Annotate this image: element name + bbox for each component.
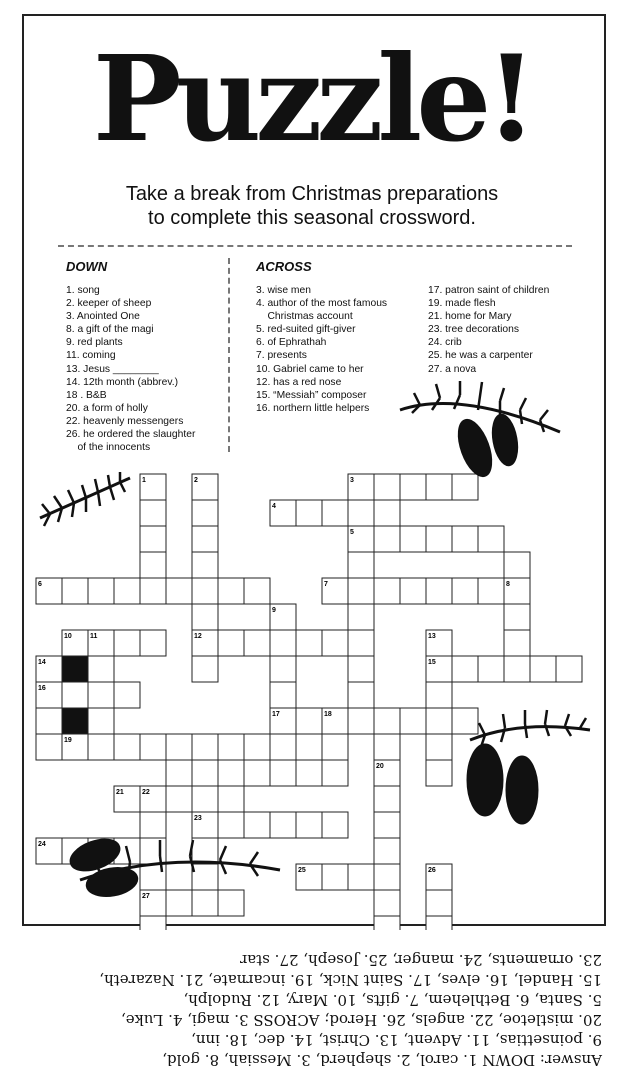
puzzle-title: Puzzle! — [92, 29, 532, 168]
grid-cell[interactable] — [426, 708, 452, 734]
grid-cell[interactable] — [270, 682, 296, 708]
across-clue: 10. Gabriel came to her — [256, 363, 364, 375]
grid-cell[interactable] — [192, 578, 218, 604]
grid-cell[interactable] — [36, 734, 62, 760]
grid-cell[interactable] — [114, 838, 140, 864]
black-cell — [62, 708, 88, 734]
grid-cell[interactable] — [426, 526, 452, 552]
across-clue: 3. wise men — [256, 285, 311, 296]
cell-number: 5 — [350, 529, 354, 536]
down-clue: 26. he ordered the slaughter — [66, 429, 196, 441]
grid-cell[interactable] — [270, 656, 296, 682]
grid-cell[interactable] — [192, 838, 218, 864]
grid-cell[interactable] — [348, 604, 374, 630]
grid-cell[interactable] — [400, 474, 426, 500]
grid-cell[interactable] — [426, 682, 452, 708]
grid-cell[interactable] — [374, 500, 400, 526]
grid-cell[interactable] — [88, 838, 114, 864]
grid-cell[interactable] — [504, 656, 530, 682]
grid-cell[interactable] — [218, 734, 244, 760]
grid-cell[interactable] — [270, 760, 296, 786]
grid-cell[interactable] — [218, 630, 244, 656]
grid-cell[interactable] — [192, 890, 218, 916]
grid-cell[interactable] — [218, 812, 244, 838]
grid-cell[interactable] — [322, 760, 348, 786]
answer-line: 5. Santa, 6. Bethlehem, 7. gifts, 10. Mary, 12. Rudolph, — [183, 991, 602, 1009]
grid-cell[interactable] — [244, 734, 270, 760]
answer-key-upside-down — [0, 930, 624, 1070]
cell-number: 14 — [38, 659, 46, 666]
cell-number: 26 — [428, 867, 436, 874]
down-clue: 13. Jesus ________ — [66, 363, 159, 375]
grid-cell[interactable] — [452, 708, 478, 734]
grid-cell[interactable] — [296, 630, 322, 656]
cell-number: 13 — [428, 633, 436, 640]
down-clue: 8. a gift of the magi — [66, 324, 154, 336]
grid-cell[interactable] — [166, 786, 192, 812]
grid-cell[interactable] — [374, 786, 400, 812]
grid-cell[interactable] — [322, 734, 348, 760]
cell-number: 25 — [298, 867, 306, 874]
across-clue: 25. he was a carpenter — [428, 350, 533, 362]
grid-cell[interactable] — [192, 734, 218, 760]
grid-cell[interactable] — [270, 812, 296, 838]
grid-cell[interactable] — [348, 656, 374, 682]
grid-cell[interactable] — [88, 682, 114, 708]
cell-number: 2 — [194, 477, 198, 484]
grid-cell[interactable] — [374, 838, 400, 864]
grid-cell[interactable] — [166, 578, 192, 604]
grid-cell[interactable] — [192, 552, 218, 578]
grid-cell[interactable] — [140, 864, 166, 890]
grid-cell[interactable] — [374, 734, 400, 760]
answer-line: 9. poinsettias, 11. Advent, 13. Christ, 14. dec, 18. inn, — [191, 1031, 602, 1049]
grid-cell[interactable] — [140, 578, 166, 604]
grid-cell[interactable] — [88, 578, 114, 604]
grid-cell[interactable] — [140, 500, 166, 526]
grid-cell[interactable] — [114, 630, 140, 656]
across-clue: Christmas account — [256, 311, 353, 323]
grid-cell[interactable] — [88, 734, 114, 760]
grid-cell[interactable] — [140, 552, 166, 578]
grid-cell[interactable] — [348, 500, 374, 526]
grid-cell[interactable] — [62, 682, 88, 708]
grid-cell[interactable] — [270, 630, 296, 656]
grid-cell[interactable] — [192, 864, 218, 890]
grid-cell[interactable] — [452, 578, 478, 604]
cell-number: 17 — [272, 711, 280, 718]
grid-cell[interactable] — [374, 864, 400, 890]
grid-cell[interactable] — [400, 708, 426, 734]
grid-cell[interactable] — [348, 864, 374, 890]
across-clue: 21. home for Mary — [428, 311, 512, 323]
cell-number: 24 — [38, 841, 46, 848]
grid-cell[interactable] — [192, 604, 218, 630]
grid-cell[interactable] — [270, 734, 296, 760]
grid-cell[interactable] — [374, 474, 400, 500]
across-clue: 4. author of the most famous — [256, 298, 388, 310]
grid-cell[interactable] — [62, 838, 88, 864]
grid-cell[interactable] — [348, 578, 374, 604]
across-clue: 27. a nova — [428, 363, 477, 375]
across-clue: 19. made flesh — [428, 298, 496, 310]
cell-number: 12 — [194, 633, 202, 640]
cell-number: 22 — [142, 789, 150, 796]
grid-cell[interactable] — [244, 578, 270, 604]
grid-cell[interactable] — [88, 708, 114, 734]
grid-cell[interactable] — [140, 526, 166, 552]
grid-cell[interactable] — [322, 500, 348, 526]
grid-cell[interactable] — [426, 916, 452, 930]
grid-cell[interactable] — [374, 812, 400, 838]
answer-line: 20. mistletoe, 22. angels, 26. Herod; ACROSS 3. magi, 4. Luke, — [120, 1011, 602, 1029]
cell-number: 23 — [194, 815, 202, 822]
grid-cell[interactable] — [504, 604, 530, 630]
grid-cell[interactable] — [192, 526, 218, 552]
down-clue: 20. a form of holly — [66, 402, 148, 414]
cell-number: 27 — [142, 893, 150, 900]
across-clue: 12. has a red nose — [256, 376, 342, 388]
grid-cell[interactable] — [192, 760, 218, 786]
grid-cell[interactable] — [504, 630, 530, 656]
grid-cell[interactable] — [426, 760, 452, 786]
grid-cell[interactable] — [218, 760, 244, 786]
cell-number: 7 — [324, 581, 328, 588]
across-clue: 6. of Ephrathah — [256, 337, 327, 349]
black-cell — [62, 656, 88, 682]
cell-number: 8 — [506, 581, 510, 588]
grid-cell[interactable] — [192, 500, 218, 526]
grid-cell[interactable] — [452, 656, 478, 682]
grid-cell[interactable] — [166, 760, 192, 786]
grid-cell[interactable] — [374, 708, 400, 734]
down-clue: 1. song — [66, 285, 100, 296]
grid-cell[interactable] — [114, 734, 140, 760]
across-clue: 23. tree decorations — [428, 324, 520, 336]
across-clue: 24. crib — [428, 337, 462, 349]
grid-cell[interactable] — [478, 656, 504, 682]
grid-cell[interactable] — [348, 708, 374, 734]
grid-cell[interactable] — [192, 786, 218, 812]
down-clue: 2. keeper of sheep — [66, 298, 152, 310]
cell-number: 11 — [90, 633, 98, 640]
grid-cell[interactable] — [348, 682, 374, 708]
grid-cell[interactable] — [426, 890, 452, 916]
grid-cell[interactable] — [244, 760, 270, 786]
grid-cell[interactable] — [348, 552, 374, 578]
grid-cell[interactable] — [322, 630, 348, 656]
grid-cell[interactable] — [400, 526, 426, 552]
grid-cell[interactable] — [218, 578, 244, 604]
grid-cell[interactable] — [36, 708, 62, 734]
subtitle-line-2: to complete this seasonal crossword. — [148, 207, 476, 229]
cell-number: 20 — [376, 763, 384, 770]
grid-cell[interactable] — [114, 578, 140, 604]
across-clue: 5. red-suited gift-giver — [256, 324, 356, 336]
down-clue: 9. red plants — [66, 337, 123, 349]
cell-number: 19 — [64, 737, 72, 744]
grid-cell[interactable] — [296, 760, 322, 786]
grid-cell[interactable] — [166, 734, 192, 760]
down-clue: of the innocents — [66, 442, 151, 454]
grid-cell[interactable] — [400, 578, 426, 604]
cell-number: 3 — [350, 477, 354, 484]
grid-cell[interactable] — [374, 890, 400, 916]
grid-cell[interactable] — [374, 578, 400, 604]
cell-number: 4 — [272, 503, 276, 510]
grid-cell[interactable] — [244, 630, 270, 656]
cell-number: 15 — [428, 659, 436, 666]
grid-cell[interactable] — [192, 656, 218, 682]
grid-cell[interactable] — [374, 916, 400, 930]
across-clue: 16. northern little helpers — [256, 402, 370, 414]
down-clue: 14. 12th month (abbrev.) — [66, 376, 178, 388]
answer-line: 15. Handel, 16. elves, 17. Saint Nick, 19. incarnate, 21. Nazareth, — [99, 971, 602, 989]
across-heading: ACROSS — [256, 259, 312, 274]
grid-cell[interactable] — [322, 864, 348, 890]
grid-cell[interactable] — [426, 578, 452, 604]
cell-number: 21 — [116, 789, 124, 796]
grid-cell[interactable] — [114, 682, 140, 708]
grid-cell[interactable] — [140, 838, 166, 864]
cell-number: 9 — [272, 607, 276, 614]
cell-number: 6 — [38, 581, 42, 588]
grid-cell[interactable] — [218, 786, 244, 812]
cell-number: 10 — [64, 633, 72, 640]
down-clue: 11. coming — [66, 350, 116, 362]
across-clue: 15. “Messiah” composer — [256, 389, 367, 401]
down-heading: DOWN — [66, 259, 108, 274]
grid-cell[interactable] — [556, 656, 582, 682]
answer-line: Answer: DOWN 1. carol, 2. shepherd, 3. Messiah, 8. gold, — [162, 1051, 602, 1069]
grid-cell[interactable] — [166, 890, 192, 916]
grid-cell[interactable] — [452, 474, 478, 500]
grid-cell[interactable] — [530, 656, 556, 682]
down-clue: 18 . B&B — [66, 389, 107, 401]
grid-cell[interactable] — [348, 630, 374, 656]
across-clue: 7. presents — [256, 350, 307, 362]
grid-cell[interactable] — [296, 708, 322, 734]
grid-cell[interactable] — [296, 734, 322, 760]
grid-cell[interactable] — [426, 474, 452, 500]
grid-cell[interactable] — [140, 812, 166, 838]
grid-cell[interactable] — [374, 526, 400, 552]
grid-cell[interactable] — [322, 812, 348, 838]
down-clue: 22. heavenly messengers — [66, 415, 184, 427]
answer-line: 23. ornaments, 24. manger, 25. Joseph, 27. star — [240, 951, 602, 969]
cell-number: 1 — [142, 477, 146, 484]
grid-cell[interactable] — [426, 734, 452, 760]
grid-cell[interactable] — [296, 500, 322, 526]
grid-cell[interactable] — [244, 812, 270, 838]
grid-cell[interactable] — [140, 734, 166, 760]
across-clue: 17. patron saint of children — [428, 285, 550, 296]
grid-cell[interactable] — [296, 812, 322, 838]
cell-number: 16 — [38, 685, 46, 692]
grid-cell[interactable] — [504, 552, 530, 578]
grid-cell[interactable] — [478, 578, 504, 604]
grid-cell[interactable] — [62, 578, 88, 604]
subtitle-line-1: Take a break from Christmas preparations — [125, 183, 499, 205]
grid-cell[interactable] — [478, 526, 504, 552]
grid-cell[interactable] — [88, 656, 114, 682]
grid-cell[interactable] — [140, 630, 166, 656]
cell-number: 18 — [324, 711, 332, 718]
grid-cell[interactable] — [140, 916, 166, 930]
down-clue: 3. Anointed One — [66, 311, 140, 323]
grid-cell[interactable] — [452, 526, 478, 552]
grid-cell[interactable] — [218, 890, 244, 916]
